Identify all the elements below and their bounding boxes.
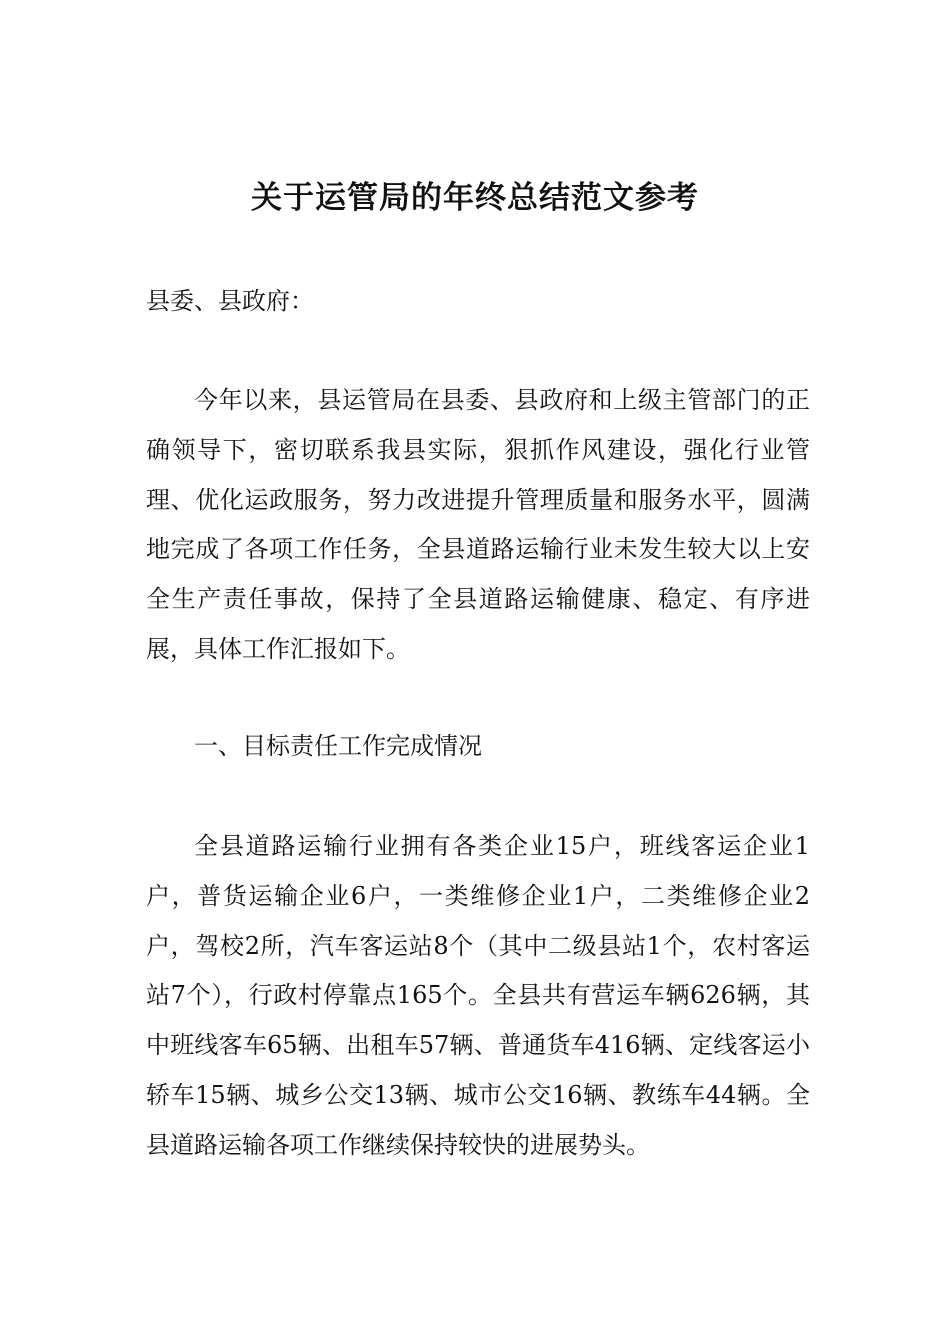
salutation: 县委、县政府： [146, 287, 314, 315]
paragraph-statistics: 全县道路运输行业拥有各类企业15户，班线客运企业1户，普货运输企业6户，一类维修企业1户，二类维修企业2户，驾校2所，汽车客运站8个（其中二级县站1个，农村客运站7个），行政村停靠点165个。全县共有营运车辆626辆，其中班线客车65辆、出租车57辆、普通货车416辆、定线客运小轿车15辆、城乡公交13辆、城市公交16辆、教练车44辆。全县道路运输各项工作继续保持较快的进展势头。 [146, 832, 810, 1159]
section-heading: 一、目标责任工作完成情况 [194, 732, 482, 760]
document-title: 关于运管局的年终总结范文参考 [251, 180, 699, 216]
paragraph-intro: 今年以来，县运管局在县委、县政府和上级主管部门的正确领导下，密切联系我县实际，狠抓作风建设，强化行业管理、优化运政服务，努力改进提升管理质量和服务水平，圆满地完成了各项工作任务，全县道路运输行业未发生较大以上安全生产责任事故，保持了全县道路运输健康、稳定、有序进展，具体工作汇报如下。 [146, 386, 810, 663]
